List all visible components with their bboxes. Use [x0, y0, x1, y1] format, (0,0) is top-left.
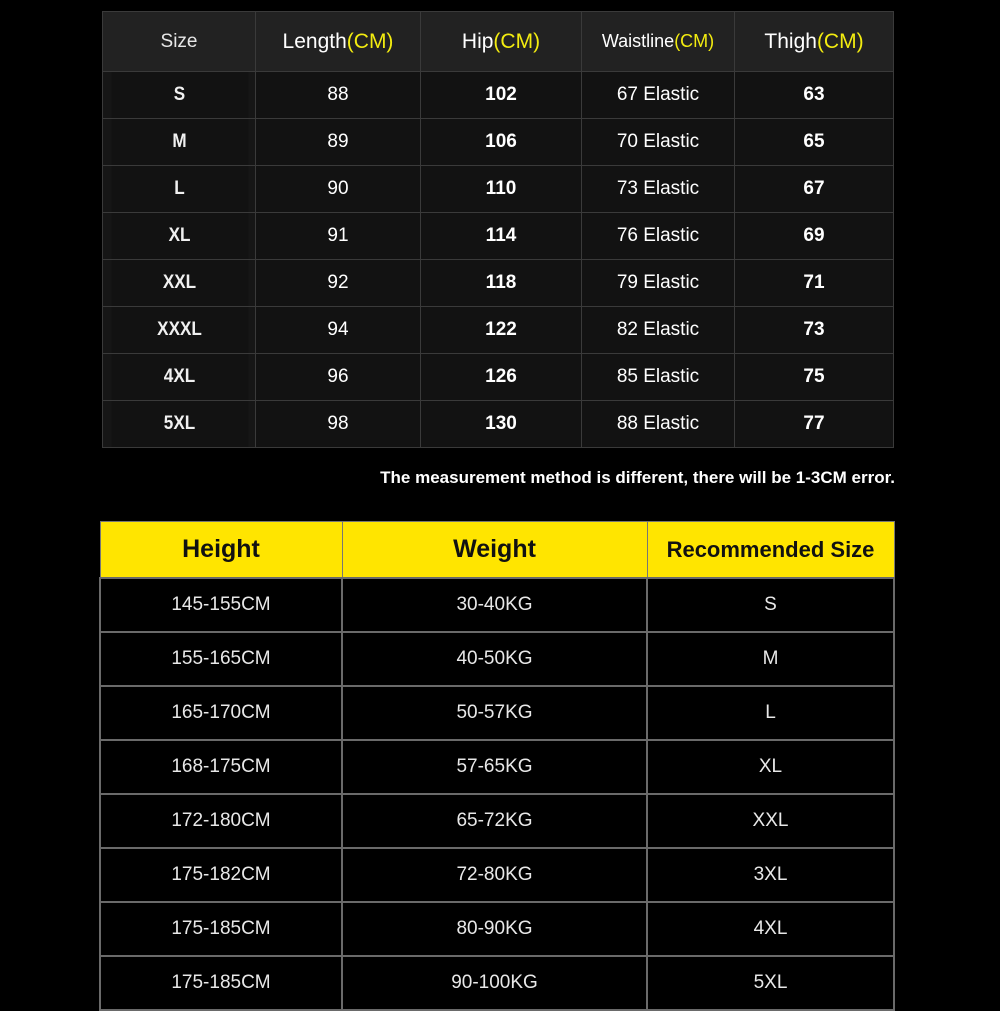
recommended-size-cell: S: [647, 578, 894, 632]
weight-cell: 90-100KG: [342, 956, 647, 1010]
header-unit: (CM): [346, 29, 394, 53]
size-table-header-row: [103, 12, 894, 72]
weight-cell: 50-57KG: [342, 686, 647, 740]
weight-cell: 40-50KG: [342, 632, 647, 686]
recommended-size-cell: M: [647, 632, 894, 686]
header-height: Height: [100, 522, 342, 579]
table-row: [100, 740, 894, 794]
size-recommendation-table: [99, 521, 895, 1011]
header-recommended-size: Recommended Size: [647, 522, 894, 579]
length-cell: 90: [256, 166, 421, 213]
hip-cell: 106: [421, 119, 582, 166]
weight-cell: 30-40KG: [342, 578, 647, 632]
size-measurement-table: [102, 11, 894, 448]
header-hip: [421, 12, 582, 72]
hip-cell: 126: [421, 354, 582, 401]
height-cell: 175-185CM: [100, 956, 342, 1010]
thigh-cell: 71: [735, 260, 894, 307]
height-cell: 175-182CM: [100, 848, 342, 902]
height-cell: 175-185CM: [100, 902, 342, 956]
recommended-size-cell: XXL: [647, 794, 894, 848]
table-row: [103, 307, 894, 354]
recommended-size-cell: 5XL: [647, 956, 894, 1010]
recommended-size-cell: L: [647, 686, 894, 740]
table-row: [103, 401, 894, 448]
waistline-cell: 73 Elastic: [582, 166, 735, 213]
weight-cell: 65-72KG: [342, 794, 647, 848]
table-row: [100, 578, 894, 632]
height-cell: 145-155CM: [100, 578, 342, 632]
size-cell: XL: [110, 213, 248, 260]
length-cell: 89: [256, 119, 421, 166]
header-label: Size: [160, 30, 198, 52]
table-row: [103, 213, 894, 260]
table-row: [103, 166, 894, 213]
hip-cell: 118: [421, 260, 582, 307]
waistline-cell: 79 Elastic: [582, 260, 735, 307]
waistline-cell: 82 Elastic: [582, 307, 735, 354]
hip-cell: 114: [421, 213, 582, 260]
waistline-cell: 76 Elastic: [582, 213, 735, 260]
height-cell: 172-180CM: [100, 794, 342, 848]
table-row: [100, 794, 894, 848]
header-unit: (CM): [674, 31, 715, 51]
size-cell: XXXL: [110, 307, 248, 354]
waistline-cell: 88 Elastic: [582, 401, 735, 448]
header-label: Hip: [461, 29, 494, 53]
table-row: [103, 354, 894, 401]
height-cell: 165-170CM: [100, 686, 342, 740]
waistline-cell: 67 Elastic: [582, 72, 735, 119]
recommendation-header-row: [100, 522, 894, 579]
header-label: Thigh: [764, 29, 817, 53]
header-waistline: [582, 12, 735, 72]
waistline-cell: 85 Elastic: [582, 354, 735, 401]
recommended-size-cell: 3XL: [647, 848, 894, 902]
length-cell: 94: [256, 307, 421, 354]
header-label: Waistline: [601, 31, 675, 51]
size-cell: 4XL: [110, 354, 248, 401]
size-cell: M: [110, 119, 248, 166]
size-cell: S: [110, 72, 248, 119]
thigh-cell: 73: [735, 307, 894, 354]
hip-cell: 122: [421, 307, 582, 354]
measurement-error-note: The measurement method is different, there will be 1-3CM error.: [380, 468, 895, 487]
length-cell: 92: [256, 260, 421, 307]
table-row: [103, 119, 894, 166]
table-row: [100, 632, 894, 686]
hip-cell: 130: [421, 401, 582, 448]
table-row: [103, 72, 894, 119]
header-unit: (CM): [816, 29, 864, 53]
thigh-cell: 65: [735, 119, 894, 166]
thigh-cell: 63: [735, 72, 894, 119]
length-cell: 96: [256, 354, 421, 401]
header-label: Length: [282, 29, 347, 53]
height-cell: 155-165CM: [100, 632, 342, 686]
waistline-cell: 70 Elastic: [582, 119, 735, 166]
thigh-cell: 77: [735, 401, 894, 448]
height-cell: 168-175CM: [100, 740, 342, 794]
size-cell: 5XL: [110, 401, 248, 448]
header-unit: (CM): [493, 29, 541, 53]
length-cell: 98: [256, 401, 421, 448]
size-cell: XXL: [110, 260, 248, 307]
hip-cell: 110: [421, 166, 582, 213]
recommended-size-cell: 4XL: [647, 902, 894, 956]
hip-cell: 102: [421, 72, 582, 119]
header-length: [256, 12, 421, 72]
header-weight: Weight: [342, 522, 647, 579]
length-cell: 91: [256, 213, 421, 260]
thigh-cell: 69: [735, 213, 894, 260]
thigh-cell: 75: [735, 354, 894, 401]
header-thigh: [735, 12, 894, 72]
table-row: [103, 260, 894, 307]
weight-cell: 72-80KG: [342, 848, 647, 902]
weight-cell: 80-90KG: [342, 902, 647, 956]
table-row: [100, 848, 894, 902]
size-cell: L: [110, 166, 248, 213]
thigh-cell: 67: [735, 166, 894, 213]
table-row: [100, 686, 894, 740]
table-row: [100, 902, 894, 956]
weight-cell: 57-65KG: [342, 740, 647, 794]
length-cell: 88: [256, 72, 421, 119]
header-size: [103, 12, 256, 72]
recommended-size-cell: XL: [647, 740, 894, 794]
table-row: [100, 956, 894, 1010]
